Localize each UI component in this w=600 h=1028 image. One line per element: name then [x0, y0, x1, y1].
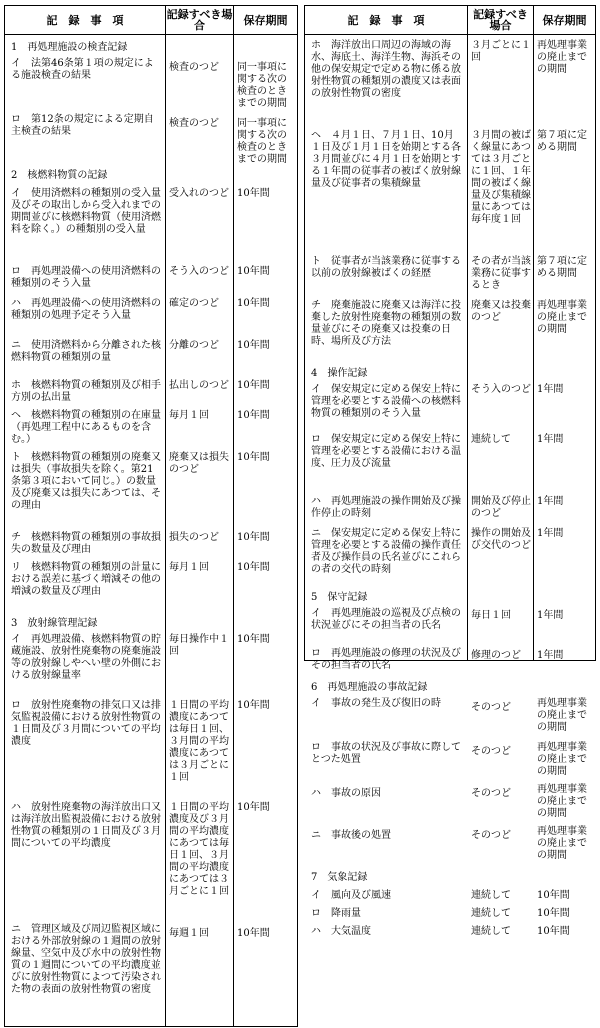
record-when: 連続して	[471, 926, 511, 937]
record-when: 廃棄又は投棄のつど	[471, 300, 531, 323]
record-item: イ 事故の発生及び復旧の時	[311, 698, 441, 709]
record-item: ト 従事者が当該業務に従事する以前の放射線被ばくの経歴	[311, 256, 461, 279]
record-period: 10年間	[237, 532, 270, 543]
record-when: 毎日１回	[471, 610, 511, 621]
record-when: そう入のつど	[169, 266, 229, 277]
record-when: 毎月１回	[169, 562, 209, 573]
record-when: １日間の平均濃度にあつては毎日１回、３月間の平均濃度にあつては３月ごとに１回	[169, 700, 229, 783]
record-when: ３月ごとに１回	[471, 40, 531, 63]
record-when: 分離のつど	[169, 340, 219, 351]
record-item: チ 核燃料物質の種類別の事故損失の数量及び理由	[11, 532, 161, 555]
record-period: 1年間	[537, 496, 564, 507]
table-header	[5, 6, 297, 35]
record-item: イ 再処理設備、核燃料物質の貯蔵施設、放射性廃棄物の廃棄施設等の放射線しやへい壁の外側における放射線量率	[11, 634, 161, 681]
record-when: 操作の開始及び交代のつど	[471, 528, 531, 551]
record-period: 10年間	[237, 340, 270, 351]
record-item: ハ 事故の原因	[311, 788, 381, 799]
record-period: 10年間	[237, 634, 270, 645]
record-item: イ 風向及び風速	[311, 890, 391, 901]
record-item: ホ 核燃料物質の種類別及び相手方別の払出量	[11, 380, 161, 403]
record-when: 連続して	[471, 890, 511, 901]
record-period: 再処理事業の廃止までの期間	[537, 40, 587, 75]
record-when: 検査のつど	[169, 118, 219, 129]
header-when: 記録すべき場合	[166, 8, 233, 32]
record-period: 再処理事業の廃止までの期間	[537, 826, 587, 861]
record-period: 10年間	[537, 908, 570, 919]
section-title: 5 保守記録	[311, 592, 368, 603]
record-item: ト 核燃料物質の種類別の廃棄又は損失（事故損失を除く。第21条第３項において同じ。）の数量及び廃棄又は損失にあつては、その理由	[11, 452, 161, 511]
record-when: そのつど	[471, 788, 511, 799]
record-period: 再処理事業の廃止までの期間	[537, 742, 587, 777]
record-period: 1年間	[537, 610, 564, 621]
record-item: ロ 第12条の規定による定期自主検査の結果	[11, 114, 154, 137]
record-period: 10年間	[237, 562, 270, 573]
section-title: 2 核燃料物質の記録	[11, 170, 108, 181]
record-period: 1年間	[537, 384, 564, 395]
record-item: イ 再処理施設の巡視及び点検の状況並びにその担当者の氏名	[311, 608, 461, 631]
record-period: 1年間	[537, 650, 564, 661]
record-item: イ 保安規定に定める保安上特に管理を必要とする設備への核燃料物質の種類別のそう入量	[311, 384, 461, 419]
record-period: 10年間	[237, 452, 270, 463]
record-when: 修理のつど	[471, 650, 521, 661]
record-when: 開始及び停止のつど	[471, 496, 531, 519]
record-when: 連続して	[471, 908, 511, 919]
header-item: 記 録 事 項	[347, 13, 425, 27]
record-when: 毎日操作中１回	[169, 634, 229, 657]
record-item: ヘ ４月１日、７月１日、10月１日及び１月１日を始期とする各３月間並びに４月１日を始期とする１年間の従事者の被ばく放射線量及び従事者の集積線量	[311, 130, 461, 189]
record-item: リ 核燃料物質の種類別の計量における誤差に基づく増減その他の増減の数量及び理由	[11, 562, 161, 597]
record-period: 再処理事業の廃止までの期間	[537, 784, 587, 819]
record-item: ニ 保安規定に定める保安上特に管理を必要とする設備の操作責任者及び操作員の氏名並びにこれらの者の交代の時刻	[311, 528, 461, 575]
record-item: ロ 保安規定に定める保安上特に管理を必要とする設備における温度、圧力及び流量	[311, 434, 461, 469]
section-title: 6 再処理施設の事故記録	[311, 682, 428, 693]
record-item: ヘ 核燃料物質の種類別の在庫量（再処理工程中にあるものを含む。）	[11, 410, 161, 445]
record-when: その者が当該業務に従事するとき	[471, 256, 531, 291]
record-item: チ 廃棄施設に廃棄又は海洋に投棄した放射性廃棄物の種類別の数量並びにその廃棄又は投棄の日時、場所及び方法	[311, 300, 461, 347]
header-period: 保存期間	[542, 13, 587, 27]
record-period: 10年間	[537, 890, 570, 901]
record-when: ３月間の被ばく線量にあつては３月ごとに１回、１年間の被ばく線量及び集積線量にあつては毎年度１回	[471, 130, 531, 225]
header-item: 記 録 事 項	[46, 13, 124, 27]
section-title: 7 気象記録	[311, 872, 368, 883]
record-when: 毎月１回	[169, 410, 209, 421]
record-item: ハ 再処理設備への使用済燃料の種類別の処理予定そう入量	[11, 298, 161, 321]
record-when: そのつど	[471, 746, 511, 757]
record-period: 10年間	[537, 926, 570, 937]
record-period: 10年間	[237, 266, 270, 277]
record-when: 毎週１回	[169, 928, 209, 939]
record-when: そのつど	[471, 702, 511, 713]
record-period: 再処理事業の廃止までの期間	[537, 300, 587, 335]
record-item: ロ 再処理設備への使用済燃料の種類別のそう入量	[11, 266, 161, 289]
record-when: 確定のつど	[169, 298, 219, 309]
record-period: 再処理事業の廃止までの期間	[537, 698, 587, 733]
record-period: 10年間	[237, 700, 270, 711]
record-item: ハ 放射性廃棄物の海洋放出口又は海洋放出監視設備における放射性物質の種類別の１日間及び３月間についての平均濃度	[11, 802, 161, 849]
record-period: 第７項に定める期間	[537, 130, 587, 153]
record-item: ロ 再処理施設の修理の状況及びその担当者の氏名	[311, 648, 461, 671]
record-when: 受入れのつど	[169, 188, 229, 199]
record-period: 10年間	[237, 188, 270, 199]
record-item: イ 使用済燃料の種類別の受入量及びその取出しから受入れまでの期間並びに核燃料物質（使用済燃料を除く。）の種類別の受入量	[11, 188, 161, 235]
record-period: 1年間	[537, 434, 564, 445]
header-period: 保存期間	[243, 13, 288, 27]
record-when: そう入のつど	[471, 384, 531, 395]
record-when: 払出しのつど	[169, 380, 229, 391]
table-header	[305, 6, 595, 35]
record-item: ロ 事故の状況及び事故に際してとつた処置	[311, 742, 461, 765]
record-period: 同一事項に関する次の検査のときまでの期間	[237, 118, 287, 165]
record-when: 連続して	[471, 434, 511, 445]
record-when: 廃棄又は損失のつど	[169, 452, 229, 475]
record-period: 10年間	[237, 298, 270, 309]
section-title: 1 再処理施設の検査記録	[11, 42, 128, 53]
record-period: 10年間	[237, 410, 270, 421]
record-period: 10年間	[237, 928, 270, 939]
record-item: ロ 放射性廃棄物の排気口又は排気監視設備における放射性物質の１日間及び３月間についての平均濃度	[11, 700, 161, 747]
record-item: ニ 使用済燃料から分離された核燃料物質の種類別の量	[11, 340, 161, 363]
record-period: 第７項に定める期間	[537, 256, 587, 279]
record-when: 検査のつど	[169, 62, 219, 73]
header-when: 記録すべき場合	[473, 8, 528, 32]
section-title: 4 操作記録	[311, 368, 368, 379]
record-item: ロ 降雨量	[311, 908, 361, 919]
record-item: ニ 事故後の処置	[311, 830, 391, 841]
record-when: 損失のつど	[169, 532, 219, 543]
record-when: １日間の平均濃度及び３月間の平均濃度にあつては毎日１回、３月間の平均濃度にあつては３月ごとに１回	[169, 802, 229, 897]
records-table-left	[4, 5, 298, 1027]
record-item: ハ 再処理施設の操作開始及び操作停止の時刻	[311, 496, 461, 519]
record-item: ハ 大気温度	[311, 926, 371, 937]
record-period: 10年間	[237, 802, 270, 813]
record-item: イ 法第46条第１項の規定による施設検査の結果	[11, 58, 154, 81]
record-period: 10年間	[237, 380, 270, 391]
record-period: 同一事項に関する次の検査のときまでの期間	[237, 62, 287, 109]
record-period: 1年間	[537, 528, 564, 539]
record-item: ホ 海洋放出口周辺の海域の海水、海底土、海洋生物、海浜その他の保安規定で定める物に係る放射性物質の種類別の濃度又は表面の放射性物質の密度	[311, 40, 461, 99]
records-table-right	[304, 5, 596, 937]
record-item: ニ 管理区域及び周辺監視区域における外部放射線の１週間の放射線量、空気中及び水中の放射性物質の１週間についての平均濃度並びに放射性物質によつて汚染された物の表面の放射性物質の密度	[11, 924, 161, 995]
record-when: そのつど	[471, 830, 511, 841]
section-title: 3 放射線管理記録	[11, 618, 98, 629]
